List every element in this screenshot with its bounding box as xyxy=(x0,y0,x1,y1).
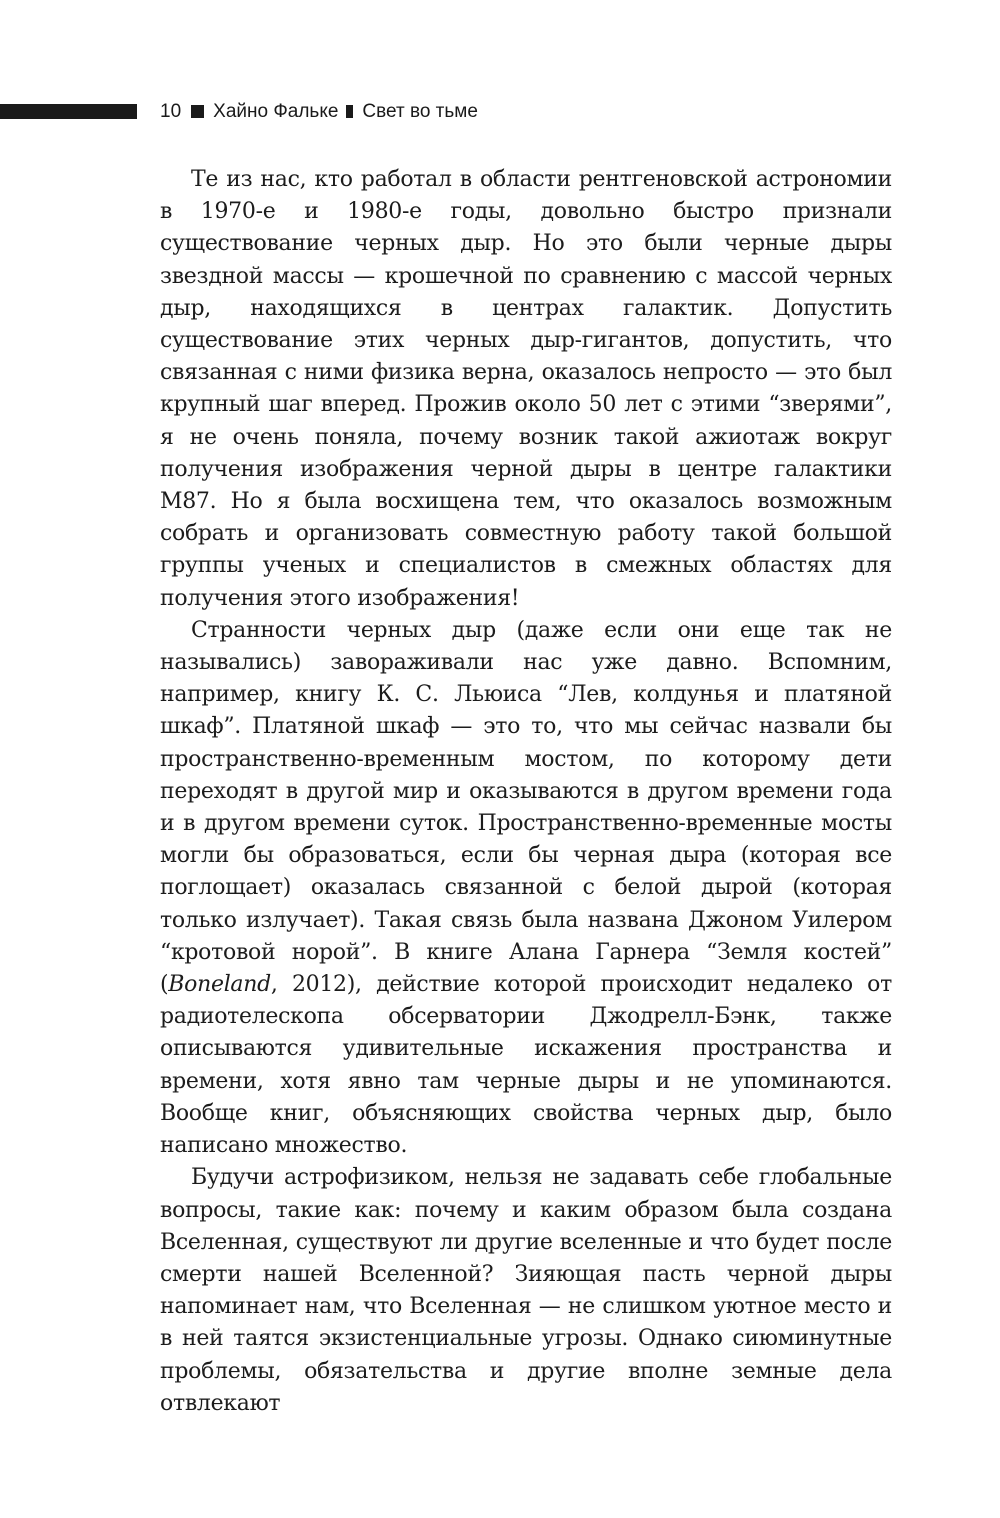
paragraph-2 xyxy=(160,615,892,1162)
header-text xyxy=(160,98,478,126)
square-separator-icon xyxy=(191,105,204,118)
author-name: Хайно Фальке xyxy=(213,101,339,122)
paragraph-2-italic-title: Boneland xyxy=(168,972,271,998)
paragraph-2-text-before: Странности черных дыр (даже если они еще так не назывались) завораживали нас уже давно. Вспомним, например, книгу К. С. Льюиса “Лев, колдунья и платяной шкаф”. Платяной шкаф — это то, что мы сейчас назвали бы пространственно-временным мостом, по которому дети переходят в другой мир и оказываются в другом времени года и в другом времени суток. Пространственно-временные мосты могли бы образоваться, если бы черная дыра (которая все поглощает) оказалась связанной с белой дырой (которая только излучает). Такая связь была названа Джоном Уилером “кротовой норой”. В книге Алана Гарнера “Земля костей” ( xyxy=(160,617,892,998)
book-title: Свет во тьме xyxy=(362,101,478,122)
running-header xyxy=(0,98,1000,128)
paragraph-2-text-after: , 2012), действие которой происходит недалеко от радиотелескопа обсерватории Джодрелл-Бэнк, также описываются удивительные искажения пространства и времени, хотя явно там черные дыры и не упоминаются. Вообще книг, объясняющих свойства черных дыр, было написано множество. xyxy=(160,972,892,1159)
header-rule-bar xyxy=(0,104,137,119)
page-number: 10 xyxy=(160,101,182,122)
paragraph-3: Будучи астрофизиком, нельзя не задавать себе глобальные вопросы, такие как: почему и каким образом была создана Вселенная, существуют ли другие вселенные и что будет после смерти нашей Вселенной? Зияющая пасть черной дыры напоминает нам, что Вселенная — не слишком уютное место и в ней таятся экзистенциальные угрозы. Однако сиюминутные проблемы, обязательства и другие вполне земные дела отвлекают xyxy=(160,1165,892,1416)
bar-separator-icon xyxy=(346,105,353,118)
page-body xyxy=(160,164,892,1420)
paragraph-1: Те из нас, кто работал в области рентгеновской астрономии в 1970-е и 1980-е годы, довольно быстро признали существование черных дыр. Но это были черные дыры звездной массы — крошечной по сравнению с массой черных дыр, находящихся в центрах галактик. Допустить существование этих черных дыр-гигантов, допустить, что связанная с ними физика верна, оказалось непросто — это был крупный шаг вперед. Прожив около 50 лет с этими “зверями”, я не очень поняла, почему возник такой ажиотаж вокруг получения изображения черной дыры в центре галактики M87. Но я была восхищена тем, что оказалось возможным собрать и организовать совместную работу такой большой группы ученых и специалистов в смежных областях для получения этого изображения! xyxy=(160,167,892,611)
